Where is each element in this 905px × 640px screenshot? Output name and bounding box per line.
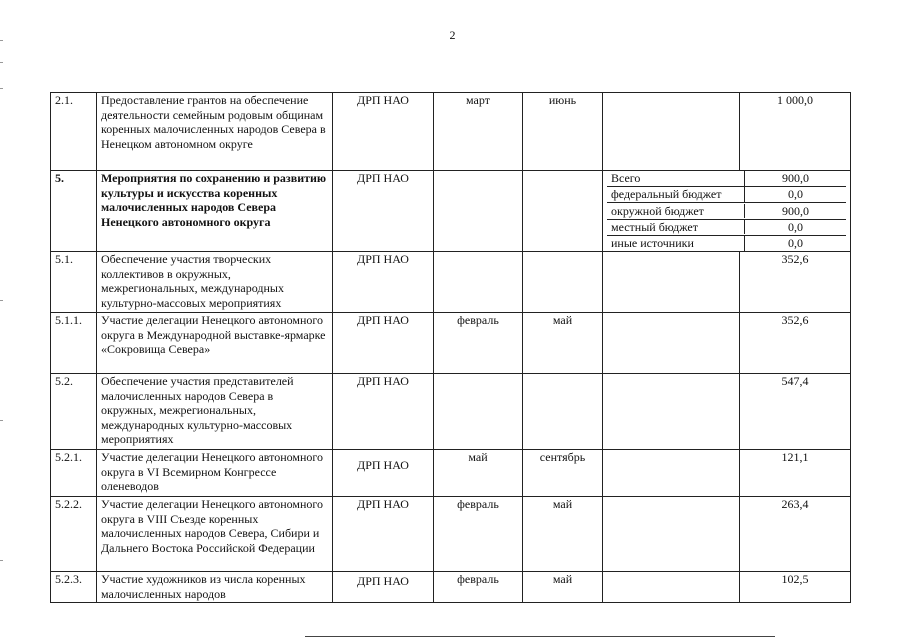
funding-source-line: [607, 186, 846, 202]
funding-source-label: федеральный бюджет: [607, 187, 745, 202]
funding-source-line: [607, 219, 846, 235]
row-responsible: ДРП НАО: [333, 312, 434, 373]
funding-source-value: 0,0: [788, 236, 803, 251]
row-responsible: ДРП НАО: [333, 171, 434, 252]
funding-source-line: [607, 235, 846, 251]
row-name: Мероприятия по сохранению и развитию культуры и искусства коренных малочисленных народов Севера Ненецкого автономного округа: [97, 171, 333, 252]
row-source: [603, 496, 740, 571]
table-row: [51, 449, 851, 496]
row-start: февраль: [434, 312, 523, 373]
row-amount: 1 000,0: [740, 93, 851, 171]
row-name: Участие делегации Ненецкого автономного округа в VIII Съезде коренных малочисленных народов Севера, Сибири и Дальнего Востока Российской Федерации: [97, 496, 333, 571]
funding-source-label: иные источники: [607, 236, 745, 251]
table-row: [51, 251, 851, 312]
row-responsible: ДРП НАО: [333, 571, 434, 602]
row-start: [434, 251, 523, 312]
row-source: [603, 251, 740, 312]
row-end: июнь: [523, 93, 603, 171]
row-responsible: ДРП НАО: [333, 251, 434, 312]
footer-rule: [305, 636, 775, 637]
row-name: Предоставление грантов на обеспечение деятельности семейным родовым общинам коренных малочисленных народов Севера в Ненецком автономном округе: [97, 93, 333, 171]
row-number: 5.: [51, 171, 97, 252]
scan-edge-marks: [0, 0, 3, 640]
row-end: [523, 171, 603, 252]
funding-source-label: Всего: [607, 171, 745, 186]
row-name: Участие делегации Ненецкого автономного округа в VI Всемирном Конгрессе оленеводов: [97, 449, 333, 496]
row-start: февраль: [434, 571, 523, 602]
row-source: [603, 93, 740, 171]
table-row: [51, 93, 851, 171]
row-responsible: ДРП НАО: [333, 496, 434, 571]
row-responsible: ДРП НАО: [333, 449, 434, 496]
row-end: сентябрь: [523, 449, 603, 496]
row-number: 5.2.: [51, 373, 97, 449]
funding-source-value: 900,0: [782, 171, 809, 186]
row-start: [434, 373, 523, 449]
row-start: май: [434, 449, 523, 496]
row-end: май: [523, 312, 603, 373]
row-name: Участие художников из числа коренных малочисленных народов: [97, 571, 333, 602]
funding-sources: [603, 171, 851, 252]
funding-source-value: 0,0: [788, 187, 803, 202]
row-source: [603, 449, 740, 496]
row-end: [523, 251, 603, 312]
row-amount: 352,6: [740, 251, 851, 312]
table-row: [51, 171, 851, 252]
page-number: 2: [449, 28, 456, 42]
row-amount: 352,6: [740, 312, 851, 373]
row-number: 5.2.2.: [51, 496, 97, 571]
row-source: [603, 373, 740, 449]
table-row: [51, 312, 851, 373]
row-amount: 547,4: [740, 373, 851, 449]
table-row: [51, 496, 851, 571]
row-source: [603, 571, 740, 602]
table-row: [51, 373, 851, 449]
row-responsible: ДРП НАО: [333, 373, 434, 449]
funding-source-value: 0,0: [788, 219, 803, 234]
row-start: февраль: [434, 496, 523, 571]
funding-source-label: местный бюджет: [607, 220, 745, 235]
row-amount: 263,4: [740, 496, 851, 571]
row-number: 5.2.1.: [51, 449, 97, 496]
funding-source-label: окружной бюджет: [607, 204, 745, 219]
row-amount: 121,1: [740, 449, 851, 496]
row-start: [434, 171, 523, 252]
row-source: [603, 312, 740, 373]
row-name: Участие делегации Ненецкого автономного округа в Международной выставке-ярмарке «Сокровища Севера»: [97, 312, 333, 373]
table-row: [51, 571, 851, 602]
row-amount: 102,5: [740, 571, 851, 602]
program-table: [50, 92, 851, 603]
row-start: март: [434, 93, 523, 171]
row-end: [523, 373, 603, 449]
row-name: Обеспечение участия представителей малочисленных народов Севера в окружных, межрегиональных, международных культурно-массовых мероприятиях: [97, 373, 333, 449]
row-end: май: [523, 496, 603, 571]
row-name: Обеспечение участия творческих коллективов в окружных, межрегиональных, международных культурно-массовых мероприятиях: [97, 251, 333, 312]
row-number: 2.1.: [51, 93, 97, 171]
row-number: 5.1.1.: [51, 312, 97, 373]
row-end: май: [523, 571, 603, 602]
funding-source-line: [607, 171, 846, 186]
funding-source-value: 900,0: [782, 203, 809, 218]
row-number: 5.1.: [51, 251, 97, 312]
row-responsible: ДРП НАО: [333, 93, 434, 171]
funding-source-line: [607, 202, 846, 218]
row-number: 5.2.3.: [51, 571, 97, 602]
